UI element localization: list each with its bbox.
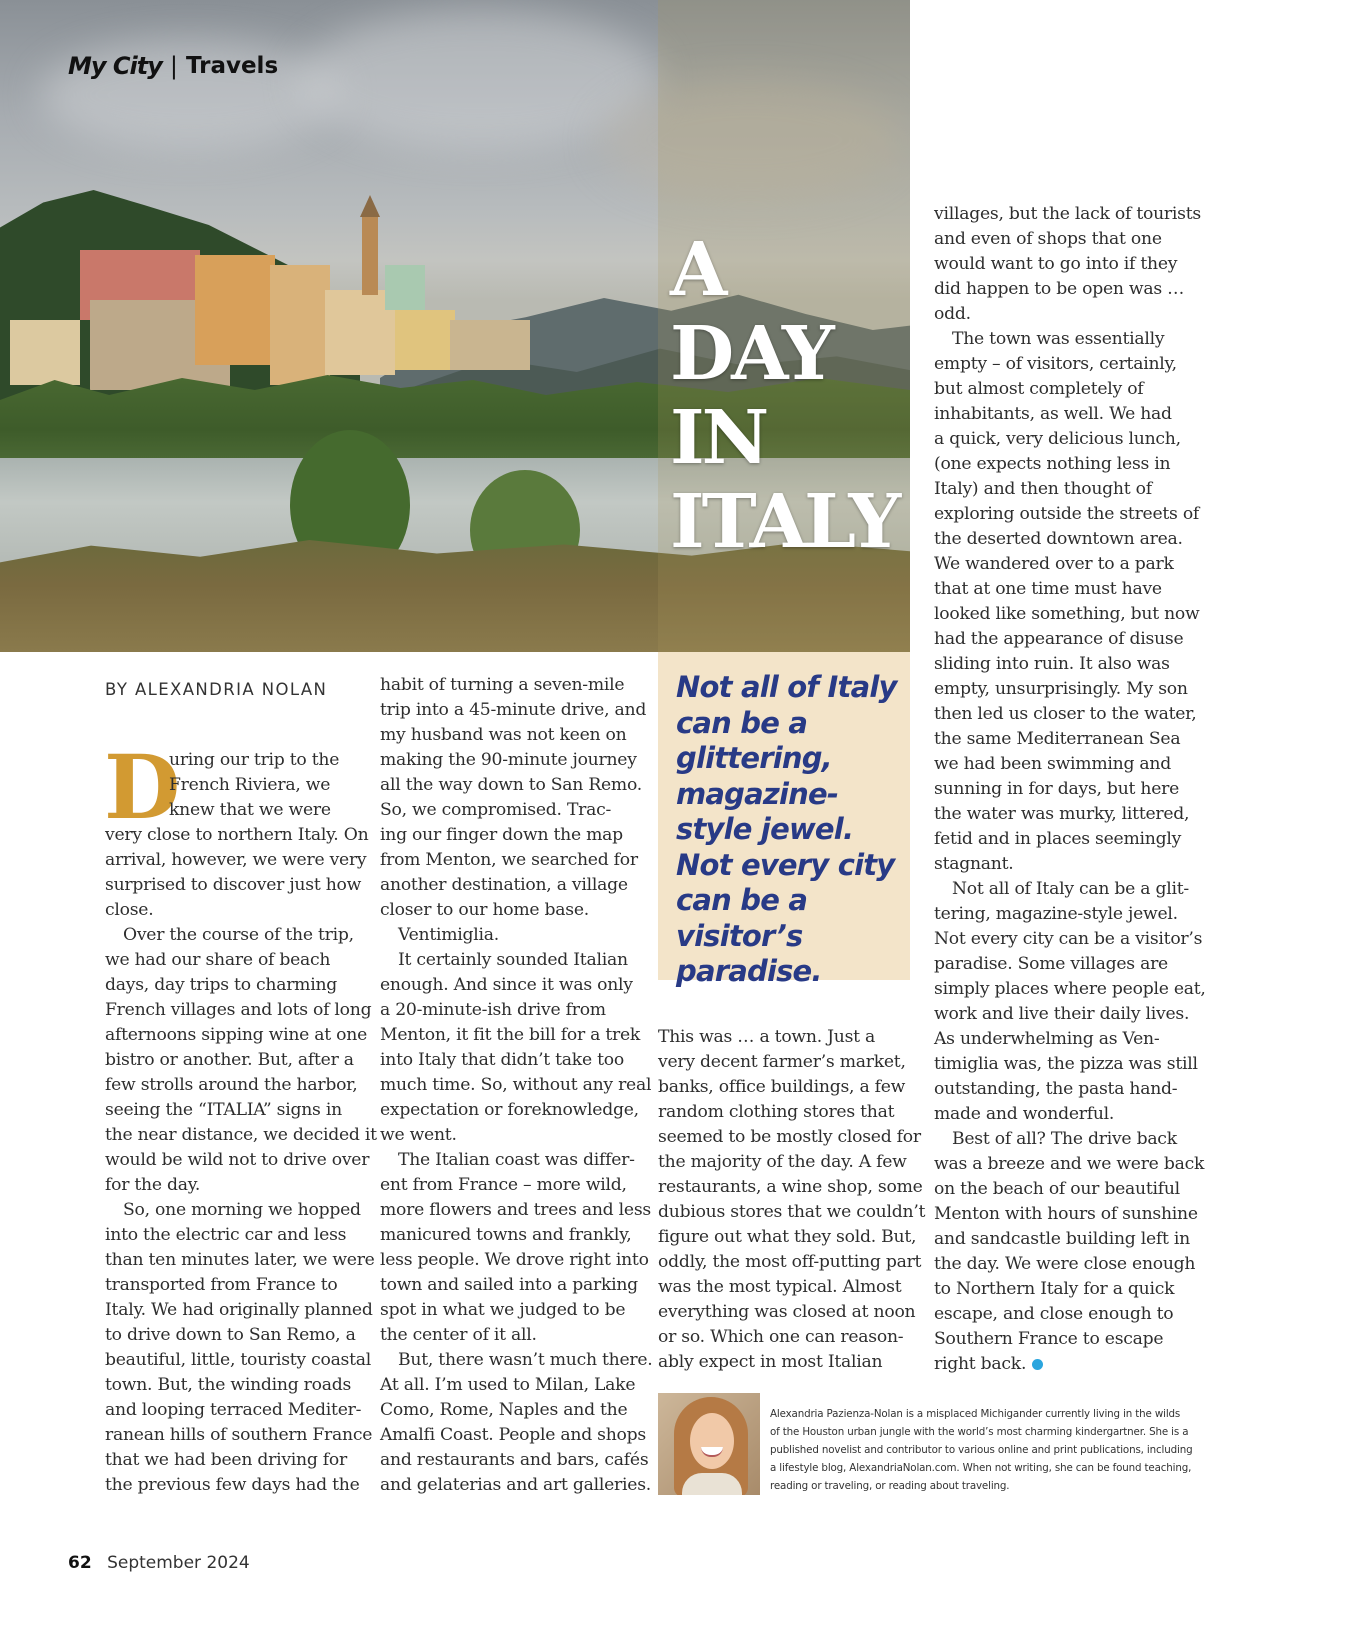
- text-line: than ten minutes later, we were: [105, 1250, 375, 1270]
- text-line: bistro or another. But, after a: [105, 1050, 354, 1070]
- text-line: the water was murky, littered,: [934, 804, 1190, 824]
- text-line: my husband was not keen on: [380, 725, 627, 745]
- text-line: town and sailed into a parking: [380, 1275, 638, 1295]
- text-line: closer to our home base.: [380, 900, 590, 920]
- text-line: trip into a 45-minute drive, and: [380, 700, 647, 720]
- text-line: Italy. We had originally planned: [105, 1300, 373, 1320]
- text-line: would be wild not to drive over: [105, 1150, 370, 1170]
- text-line: seeing the “ITALIA” signs in: [105, 1100, 342, 1120]
- text-line: and restaurants and bars, cafés: [380, 1450, 649, 1470]
- text-line: the center of it all.: [380, 1325, 537, 1345]
- body-column-3: [658, 1025, 926, 1375]
- text-line: and gelaterias and art galleries.: [380, 1475, 651, 1495]
- text-line: (one expects nothing less in: [934, 454, 1171, 474]
- text-line: or so. Which one can reason-: [658, 1327, 904, 1347]
- masthead-section: Travels: [185, 53, 279, 79]
- text-line: everything was closed at noon: [658, 1302, 916, 1322]
- text-line: Italy) and then thought of: [934, 479, 1152, 499]
- body-column-1: [104, 735, 377, 1498]
- text-line: the same Mediterranean Sea: [934, 729, 1181, 749]
- bio-line: of the Houston urban jungle with the world’s most charming kindergartner. She is a: [770, 1426, 1189, 1438]
- text-line: sliding into ruin. It also was: [934, 654, 1170, 674]
- text-line: a quick, very delicious lunch,: [934, 429, 1181, 449]
- text-line: the previous few days had the: [105, 1475, 360, 1495]
- text-line: ing our finger down the map: [380, 825, 623, 845]
- text-line: expectation or foreknowledge,: [380, 1100, 639, 1120]
- page-number: 62: [68, 1553, 92, 1573]
- text-line: and looping terraced Mediter-: [105, 1400, 362, 1420]
- text-line: Not every city can be a visitor’s: [934, 929, 1203, 949]
- bio-line: published novelist and contributor to various online and print publications, including: [770, 1444, 1193, 1456]
- text-line: restaurants, a wine shop, some: [658, 1177, 923, 1197]
- text-line: beautiful, little, touristy coastal: [105, 1350, 372, 1370]
- text-line: exploring outside the streets of: [934, 504, 1200, 524]
- bio-line: a lifestyle blog, AlexandriaNolan.com. When not writing, she can be found teaching,: [770, 1462, 1192, 1474]
- text-line: work and live their daily lives.: [934, 1004, 1190, 1024]
- text-line: right back.: [934, 1352, 1196, 1377]
- end-mark-icon: [1032, 1359, 1043, 1370]
- text-line: empty – of visitors, certainly,: [934, 354, 1177, 374]
- text-line: ent from France – more wild,: [380, 1175, 627, 1195]
- text-line: days, day trips to charming: [105, 975, 338, 995]
- text-line: Ventimiglia.: [398, 925, 499, 945]
- text-line: paradise. Some villages are: [934, 954, 1168, 974]
- text-line: we went.: [380, 1125, 457, 1145]
- text-line: Not all of Italy can be a glit-: [952, 879, 1189, 899]
- text-line: more flowers and trees and less: [380, 1200, 651, 1220]
- text-line: But, there wasn’t much there.: [398, 1350, 653, 1370]
- text-line: seemed to be mostly closed for: [658, 1127, 921, 1147]
- text-line: very close to northern Italy. On: [105, 825, 369, 845]
- text-line: would want to go into if they: [934, 254, 1178, 274]
- text-line: much time. So, without any real: [380, 1075, 652, 1095]
- text-line: surprised to discover just how: [105, 875, 362, 895]
- text-line: into the electric car and less: [105, 1225, 347, 1245]
- text-line: uring our trip to the: [169, 750, 340, 770]
- text-line: on the beach of our beautiful: [934, 1179, 1180, 1199]
- title-line: A: [670, 227, 725, 313]
- text-line: manicured towns and frankly,: [380, 1225, 632, 1245]
- masthead-brand: My City: [68, 52, 162, 80]
- text-line: we had our share of beach: [105, 950, 331, 970]
- text-line: So, one morning we hopped: [123, 1200, 361, 1220]
- text-line: all the way down to San Remo.: [380, 775, 642, 795]
- text-line: fetid and in places seemingly: [934, 829, 1182, 849]
- text-line: we had been swimming and: [934, 754, 1171, 774]
- text-line: transported from France to: [105, 1275, 338, 1295]
- text-line: and even of shops that one: [934, 229, 1162, 249]
- byline: BY ALEXANDRIA NOLAN: [105, 680, 328, 699]
- text-line: making the 90-minute journey: [380, 750, 637, 770]
- bio-line: reading or traveling, or reading about traveling.: [770, 1480, 1010, 1492]
- text-line: very decent farmer’s market,: [658, 1052, 906, 1072]
- text-line: villages, but the lack of tourists: [934, 204, 1201, 224]
- text-line: the majority of the day. A few: [658, 1152, 907, 1172]
- text-line: Como, Rome, Naples and the: [380, 1400, 628, 1420]
- text-line: stagnant.: [934, 854, 1014, 874]
- text-line: timiglia was, the pizza was still: [934, 1054, 1198, 1074]
- text-line: enough. And since it was only: [380, 975, 633, 995]
- text-line: Menton with hours of sunshine: [934, 1204, 1198, 1224]
- text-line: Amalfi Coast. People and shops: [380, 1425, 646, 1445]
- text-line: odd.: [934, 304, 971, 324]
- drop-cap: D: [104, 735, 181, 839]
- text-line: Over the course of the trip,: [123, 925, 354, 945]
- text-line: from Menton, we searched for: [380, 850, 638, 870]
- text-line: French villages and lots of long: [105, 1000, 372, 1020]
- text-line: another destination, a village: [380, 875, 628, 895]
- pull-quote-text: Not all of Italy can be a glittering, magazine-style jewel. Not every city can be a visitor’s paradise.: [676, 670, 897, 988]
- text-line: into Italy that didn’t take too: [380, 1050, 624, 1070]
- text-line: escape, and close enough to: [934, 1304, 1174, 1324]
- masthead: [68, 52, 278, 80]
- text-line: empty, unsurprisingly. My son: [934, 679, 1188, 699]
- text-line: random clothing stores that: [658, 1102, 895, 1122]
- text-line: So, we compromised. Trac-: [380, 800, 612, 820]
- text-line: town. But, the winding roads: [105, 1375, 352, 1395]
- text-line: then led us closer to the water,: [934, 704, 1197, 724]
- text-line: ranean hills of southern France: [105, 1425, 373, 1445]
- title-line: ITALY: [670, 479, 899, 565]
- text-line: oddly, the most off-putting part: [658, 1252, 922, 1272]
- text-line: Southern France to escape: [934, 1329, 1164, 1349]
- text-line: figure out what they sold. But,: [658, 1227, 917, 1247]
- text-line: ably expect in most Italian: [658, 1352, 883, 1372]
- article-title: [670, 228, 898, 564]
- text-line: At all. I’m used to Milan, Lake: [380, 1375, 636, 1395]
- text-line: arrival, however, we were very: [105, 850, 367, 870]
- text-line: that we had been driving for: [105, 1450, 347, 1470]
- text-line: dubious stores that we couldn’t: [658, 1202, 926, 1222]
- text-line: outstanding, the pasta hand-: [934, 1079, 1178, 1099]
- text-line: simply places where people eat,: [934, 979, 1206, 999]
- text-line: a 20-minute-ish drive from: [380, 1000, 606, 1020]
- text-line: It certainly sounded Italian: [398, 950, 628, 970]
- text-line: did happen to be open was …: [934, 279, 1185, 299]
- text-line: As underwhelming as Ven-: [934, 1029, 1160, 1049]
- page-footer: [68, 1553, 250, 1573]
- text-line: made and wonderful.: [934, 1104, 1115, 1124]
- text-line: was the most typical. Almost: [658, 1277, 902, 1297]
- text-line: to drive down to San Remo, a: [105, 1325, 356, 1345]
- issue-date: September 2024: [107, 1553, 250, 1573]
- text-line: The town was essentially: [952, 329, 1165, 349]
- text-line: and sandcastle building left in: [934, 1229, 1190, 1249]
- text-line: to Northern Italy for a quick: [934, 1279, 1175, 1299]
- text-line: tering, magazine-style jewel.: [934, 904, 1178, 924]
- text-line: This was … a town. Just a: [658, 1027, 876, 1047]
- text-line: sunning in for days, but here: [934, 779, 1180, 799]
- text-line: spot in what we judged to be: [380, 1300, 626, 1320]
- masthead-separator: |: [169, 52, 178, 80]
- text-line: banks, office buildings, a few: [658, 1077, 906, 1097]
- title-line: DAY: [670, 311, 832, 397]
- text-line: Best of all? The drive back: [952, 1129, 1177, 1149]
- author-photo: [658, 1393, 760, 1495]
- text-line: afternoons sipping wine at one: [105, 1025, 367, 1045]
- pull-quote-box: [658, 652, 910, 988]
- text-line: less people. We drove right into: [380, 1250, 649, 1270]
- text-line: looked like something, but now: [934, 604, 1200, 624]
- text-line: close.: [105, 900, 154, 920]
- text-line: had the appearance of disuse: [934, 629, 1184, 649]
- text-line: knew that we were: [169, 800, 331, 820]
- text-line: Menton, it fit the bill for a trek: [380, 1025, 641, 1045]
- text-line: French Riviera, we: [169, 775, 331, 795]
- text-line: habit of turning a seven-mile: [380, 675, 625, 695]
- text-line: that at one time must have: [934, 579, 1162, 599]
- text-line: the deserted downtown area.: [934, 529, 1183, 549]
- text-line: but almost completely of: [934, 379, 1144, 399]
- body-column-4: [934, 202, 1206, 1377]
- author-bio: [770, 1405, 1200, 1495]
- text-line: was a breeze and we were back: [934, 1154, 1205, 1174]
- text-line: few strolls around the harbor,: [105, 1075, 358, 1095]
- text-line: We wandered over to a park: [934, 554, 1174, 574]
- text-line: the day. We were close enough: [934, 1254, 1196, 1274]
- text-line: The Italian coast was differ-: [398, 1150, 635, 1170]
- bio-line: Alexandria Pazienza-Nolan is a misplaced Michigander currently living in the wilds: [770, 1408, 1181, 1420]
- body-column-2: [380, 673, 653, 1498]
- text-line: for the day.: [105, 1175, 201, 1195]
- text-line: the near distance, we decided it: [105, 1125, 377, 1145]
- title-line: IN: [670, 395, 767, 481]
- text-line: inhabitants, as well. We had: [934, 404, 1172, 424]
